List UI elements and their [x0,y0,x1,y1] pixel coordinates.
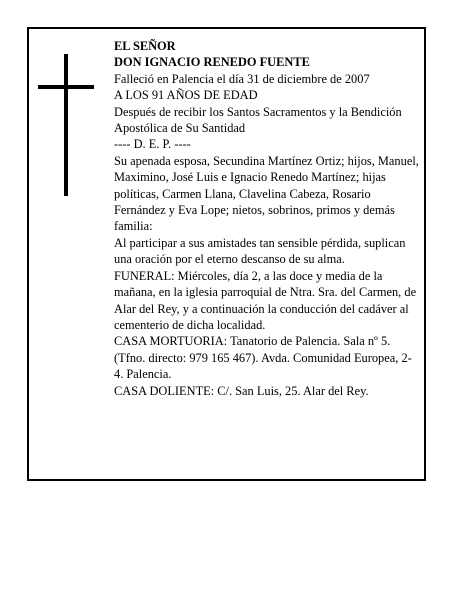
casa-mortuoria: CASA MORTUORIA: Tanatorio de Palencia. Sala nº 5. (Tfno. directo: 979 165 467). Avda. Comunidad Europea, 2-4. Palencia. [114,334,412,382]
notice-title: EL SEÑOR [114,39,176,53]
notice-text [114,38,420,399]
death-statement: Falleció en Palencia el día 31 de diciembre de 2007 [114,71,370,86]
rip-line: ---- D. E. P. ---- [114,137,191,152]
cross-vertical-bar [64,54,68,196]
cross-horizontal-bar [38,85,94,89]
age-statement: A LOS 91 AÑOS DE EDAD [114,88,258,103]
family-paragraph: Su apenada esposa, Secundina Martínez Ortiz; hijos, Manuel, Maximino, José Luis e Ignacio Renedo Martínez; hijas políticas, Carmen Llana, Clavelina Cabeza, Rosario Fernández y Eva Lope; nietos, sobrinos, primos y demás familia: [114,153,419,234]
casa-doliente: CASA DOLIENTE: C/. San Luis, 25. Alar del Rey. [114,383,369,398]
prayer-request: Al participar a sus amistades tan sensible pérdida, suplican una oración por el eterno descanso de su alma. [114,235,406,267]
funeral-details: FUNERAL: Miércoles, día 2, a las doce y media de la mañana, en la iglesia parroquial de Ntra. Sra. del Carmen, de Alar del Rey, y a continuación la conducción del cadáver al cementerio de dicha localidad. [114,268,417,332]
sacraments-statement: Después de recibir los Santos Sacramentos y la Bendición Apostólica de Su Santidad [114,104,402,136]
deceased-name: DON IGNACIO RENEDO FUENTE [114,55,310,70]
